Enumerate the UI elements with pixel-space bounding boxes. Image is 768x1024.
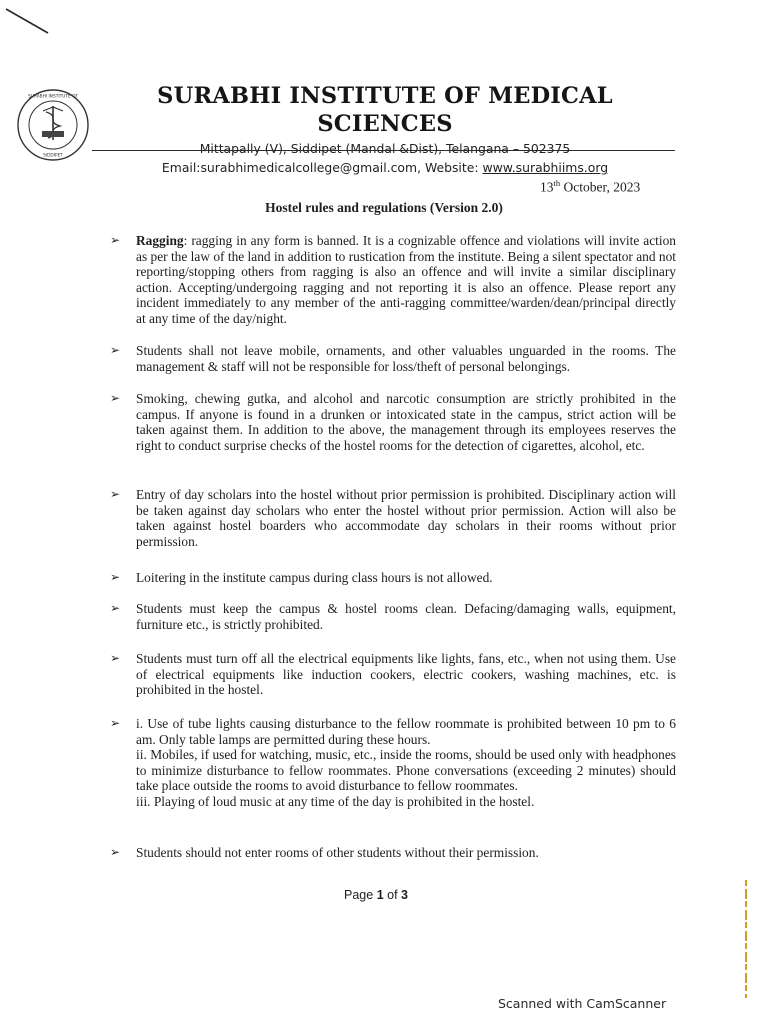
arrow-bullet-icon: ➢ [110, 343, 121, 357]
arrow-bullet-icon: ➢ [110, 651, 121, 665]
rule-text: Loitering in the institute campus during class hours is not allowed. [136, 570, 493, 585]
rule-text: Students must turn off all the electrical equipments like lights, fans, etc., when not using them. Use of electrical equipments like induction cookers, electric cookers, washing machines, etc. is prohibited in the hostel. [136, 651, 676, 697]
document-date [540, 178, 640, 196]
email-text: Email:surabhimedicalcollege@gmail.com, Website: [161, 160, 483, 175]
date-day: 13 [540, 179, 554, 195]
rule-label: Ragging [136, 233, 184, 248]
rule-item-valuables [110, 343, 676, 374]
rule-text: Students shall not leave mobile, ornaments, and other valuables unguarded in the rooms. The management & staff will not be responsible for loss/theft of personal belongings. [136, 343, 676, 374]
page-total: 3 [401, 888, 408, 902]
arrow-bullet-icon: ➢ [110, 716, 121, 730]
rule-text [136, 716, 676, 809]
svg-text:SIDDIPET: SIDDIPET [43, 153, 63, 159]
header-divider [92, 150, 675, 151]
arrow-bullet-icon: ➢ [110, 487, 121, 501]
rule-text: Students should not enter rooms of other students without their permission. [136, 845, 539, 860]
website-link[interactable]: www.surabhiims.org [482, 160, 609, 175]
rule-item-disturbance [110, 716, 676, 809]
page-current: 1 [376, 888, 384, 902]
rule-subitem: ii. Mobiles, if used for watching, music, etc., inside the rooms, should be used only with headphones to minimize disturbance to fellow roommates. Phone conversations (exceeding 2 minutes) should take place outside the rooms to avoid disturbance to fellow roommates. [136, 747, 676, 793]
arrow-bullet-icon: ➢ [110, 233, 121, 247]
rule-item-ragging [110, 233, 676, 326]
svg-text:SURABHI INSTITUTE OF: SURABHI INSTITUTE OF [28, 94, 78, 100]
scan-edge-artifact [744, 880, 748, 998]
institution-name: SURABHI INSTITUTE OF MEDICAL SCIENCES [157, 83, 613, 137]
rule-item-day-scholars [110, 487, 676, 549]
rule-item-loitering [110, 570, 676, 586]
document-title: Hostel rules and regulations (Version 2.0) [265, 200, 503, 215]
arrow-bullet-icon: ➢ [110, 570, 121, 584]
arrow-bullet-icon: ➢ [110, 845, 121, 859]
institution-contact [95, 159, 675, 176]
rule-text: Smoking, chewing gutka, and alcohol and narcotic consumption are strictly prohibited in the campus. If anyone is found in a drunken or intoxicated state in the campus, strict action will be taken against them. In addition to the above, the management through its employees reserves the right to conduct surprise checks of the hostel rooms for the detection of cigarettes, alcohol, etc. [136, 391, 676, 453]
date-suffix: th [553, 178, 561, 188]
rule-item-electrical [110, 651, 676, 698]
institution-seal-logo [16, 88, 90, 162]
rule-subitem: iii. Playing of loud music at any time of the day is prohibited in the hostel. [136, 793, 535, 809]
arrow-bullet-icon: ➢ [110, 601, 121, 615]
rule-text: Entry of day scholars into the hostel without prior permission is prohibited. Disciplinary action will be taken against day scholars who enter the hostel without prior permission. Action will also be taken against hostel boarders who accommodate day scholars in their rooms without prior permission. [136, 487, 676, 549]
rule-item-smoking [110, 391, 676, 453]
scanner-watermark: Scanned with CamScanner [498, 996, 667, 1011]
arrow-bullet-icon: ➢ [110, 391, 121, 405]
rule-item-cleanliness [110, 601, 676, 632]
rule-subitem: i. Use of tube lights causing disturbance to the fellow roommate is prohibited between 10 pm to 6 am. Only table lamps are permitted during these hours. [136, 716, 676, 747]
page-number: Page 1 of 3 [344, 888, 408, 902]
letterhead [95, 82, 675, 176]
scan-corner-mark [4, 6, 54, 36]
rule-text: Ragging: ragging in any form is banned. It is a cognizable offence and violations will invite action as per the law of the land in addition to rustication from the institute. Being a silent spectator and not reporting/stopping others from ragging is also an offence and will invite a similar disciplinary action. Accepting/undergoing ragging and not reporting it is also an offence. Please report any incident immediately to any member of the anti-ragging committee/warden/dean/principal directly at any time of the day/night. [136, 233, 676, 326]
date-month-year: October, 2023 [560, 179, 641, 195]
rule-text: Students must keep the campus & hostel rooms clean. Defacing/damaging walls, equipment, furniture etc., is strictly prohibited. [136, 601, 676, 632]
rule-item-room-entry [110, 845, 676, 861]
institution-address: Mittapally (V), Siddipet (Mandal &Dist), Telangana – 502375 [199, 141, 571, 156]
